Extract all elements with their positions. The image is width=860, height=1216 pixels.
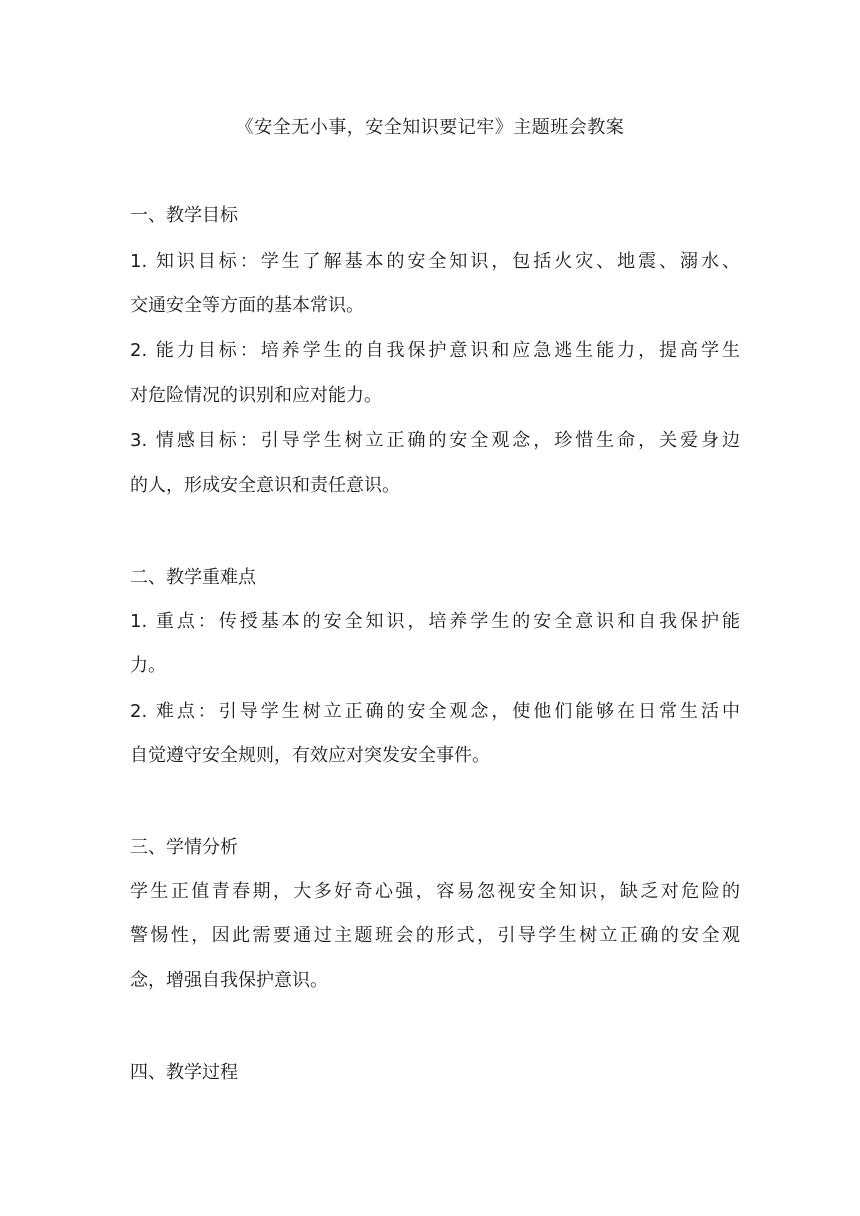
paragraph-line: 念，增强自我保护意识。: [130, 970, 328, 991]
document-title: 《安全无小事，安全知识要记牢》主题班会教案: [235, 117, 625, 138]
paragraph-line: 3. 情感目标：引导学生树立正确的安全观念，珍惜生命，关爱身边: [130, 430, 740, 451]
paragraph-line: 交通安全等方面的基本常识。: [130, 295, 364, 316]
paragraph-line: 自觉遵守安全规则，有效应对突发安全事件。: [130, 745, 490, 766]
section-heading: 三、学情分析: [130, 837, 238, 858]
paragraph-line: 对危险情况的识别和应对能力。: [130, 385, 382, 406]
paragraph-line: 警惕性，因此需要通过主题班会的形式，引导学生树立正确的安全观: [130, 925, 740, 946]
paragraph-line: 力。: [130, 655, 166, 676]
section-heading: 二、教学重难点: [130, 567, 256, 588]
paragraph-line: 学生正值青春期，大多好奇心强，容易忽视安全知识，缺乏对危险的: [130, 881, 740, 902]
paragraph-line: 的人，形成安全意识和责任意识。: [130, 475, 400, 496]
paragraph-line: 1. 知识目标：学生了解基本的安全知识，包括火灾、地震、溺水、: [130, 251, 740, 272]
paragraph-line: 2. 难点：引导学生树立正确的安全观念，使他们能够在日常生活中: [130, 701, 740, 722]
paragraph-line: 2. 能力目标：培养学生的自我保护意识和应急逃生能力，提高学生: [130, 340, 740, 361]
section-heading: 一、教学目标: [130, 205, 238, 226]
paragraph-line: 1. 重点：传授基本的安全知识，培养学生的安全意识和自我保护能: [130, 611, 740, 632]
section-heading: 四、教学过程: [130, 1062, 238, 1083]
